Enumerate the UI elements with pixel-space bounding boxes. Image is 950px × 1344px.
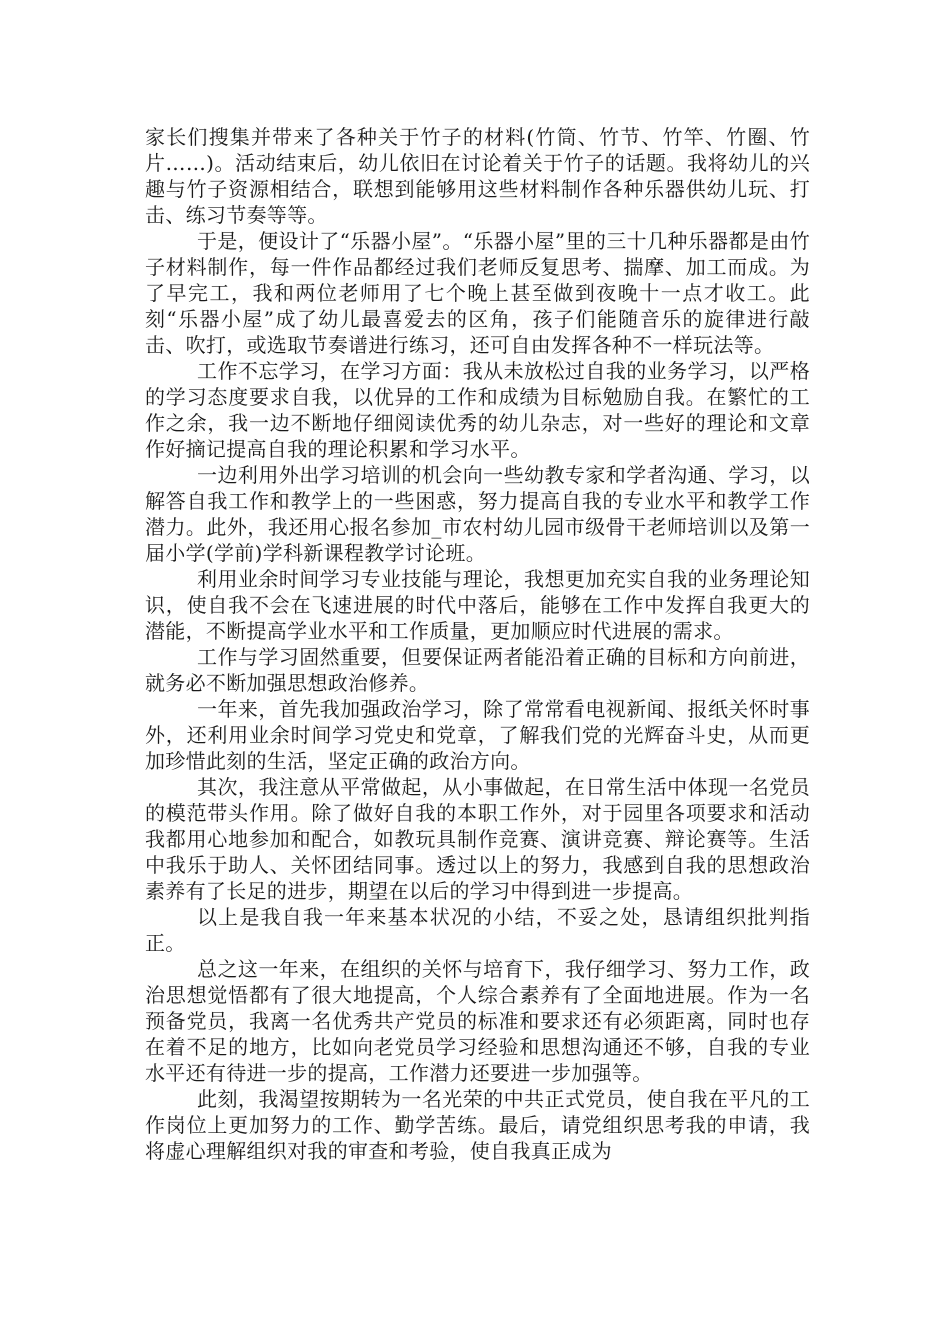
paragraph: 此刻，我渴望按期转为一名光荣的中共正式党员，使自我在平凡的工作岗位上更加努力的工作、勤学苦练。最后，请党组织思考我的申请，我将虚心理解组织对我的审查和考验，使自我真正成为: [145, 1087, 810, 1163]
paragraph: 家长们搜集并带来了各种关于竹子的材料(竹筒、竹节、竹竿、竹圈、竹片……)。活动结束后，幼儿依旧在讨论着关于竹子的话题。我将幼儿的兴趣与竹子资源相结合，联想到能够用这些材料制作各种乐器供幼儿玩、打击、练习节奏等等。: [145, 125, 810, 227]
paragraph: 工作与学习固然重要，但要保证两者能沿着正确的目标和方向前进，就务必不断加强思想政治修养。: [145, 645, 810, 695]
paragraph: 工作不忘学习，在学习方面：我从未放松过自我的业务学习，以严格的学习态度要求自我，以优异的工作和成绩为目标勉励自我。在繁忙的工作之余，我一边不断地仔细阅读优秀的幼儿杂志，对一些好的理论和文章作好摘记提高自我的理论积累和学习水平。: [145, 359, 810, 461]
paragraph: 一边利用外出学习培训的机会向一些幼教专家和学者沟通、学习，以解答自我工作和教学上的一些困惑，努力提高自我的专业水平和教学工作潜力。此外，我还用心报名参加_市农村幼儿园市级骨干老师培训以及第一届小学(学前)学科新课程教学讨论班。: [145, 463, 810, 565]
document-page: [145, 124, 810, 1164]
paragraph: 利用业余时间学习专业技能与理论，我想更加充实自我的业务理论知识，使自我不会在飞速进展的时代中落后，能够在工作中发挥自我更大的潜能，不断提高学业水平和工作质量，更加顺应时代进展的需求。: [145, 567, 810, 643]
paragraph: 于是，便设计了“乐器小屋”。“乐器小屋”里的三十几种乐器都是由竹子材料制作，每一件作品都经过我们老师反复思考、揣摩、加工而成。为了早完工，我和两位老师用了七个晚上甚至做到夜晚十一点才收工。此刻“乐器小屋”成了幼儿最喜爱去的区角，孩子们能随音乐的旋律进行敲击、吹打，或选取节奏谱进行练习，还可自由发挥各种不一样玩法等。: [145, 229, 810, 357]
paragraph: 以上是我自我一年来基本状况的小结，不妥之处，恳请组织批判指正。: [145, 905, 810, 955]
paragraph: 其次，我注意从平常做起，从小事做起，在日常生活中体现一名党员的模范带头作用。除了做好自我的本职工作外，对于园里各项要求和活动我都用心地参加和配合，如教玩具制作竞赛、演讲竞赛、辩论赛等。生活中我乐于助人、关怀团结同事。透过以上的努力，我感到自我的思想政治素养有了长足的进步，期望在以后的学习中得到进一步提高。: [145, 775, 810, 903]
paragraph: 总之这一年来，在组织的关怀与培育下，我仔细学习、努力工作，政治思想觉悟都有了很大地提高，个人综合素养有了全面地进展。作为一名预备党员，我离一名优秀共产党员的标准和要求还有必须距离，同时也存在着不足的地方，比如向老党员学习经验和思想沟通还不够，自我的专业水平还有待进一步的提高，工作潜力还要进一步加强等。: [145, 957, 810, 1085]
paragraph: 一年来，首先我加强政治学习，除了常常看电视新闻、报纸关怀时事外，还利用业余时间学习党史和党章，了解我们党的光辉奋斗史，从而更加珍惜此刻的生活，坚定正确的政治方向。: [145, 697, 810, 773]
